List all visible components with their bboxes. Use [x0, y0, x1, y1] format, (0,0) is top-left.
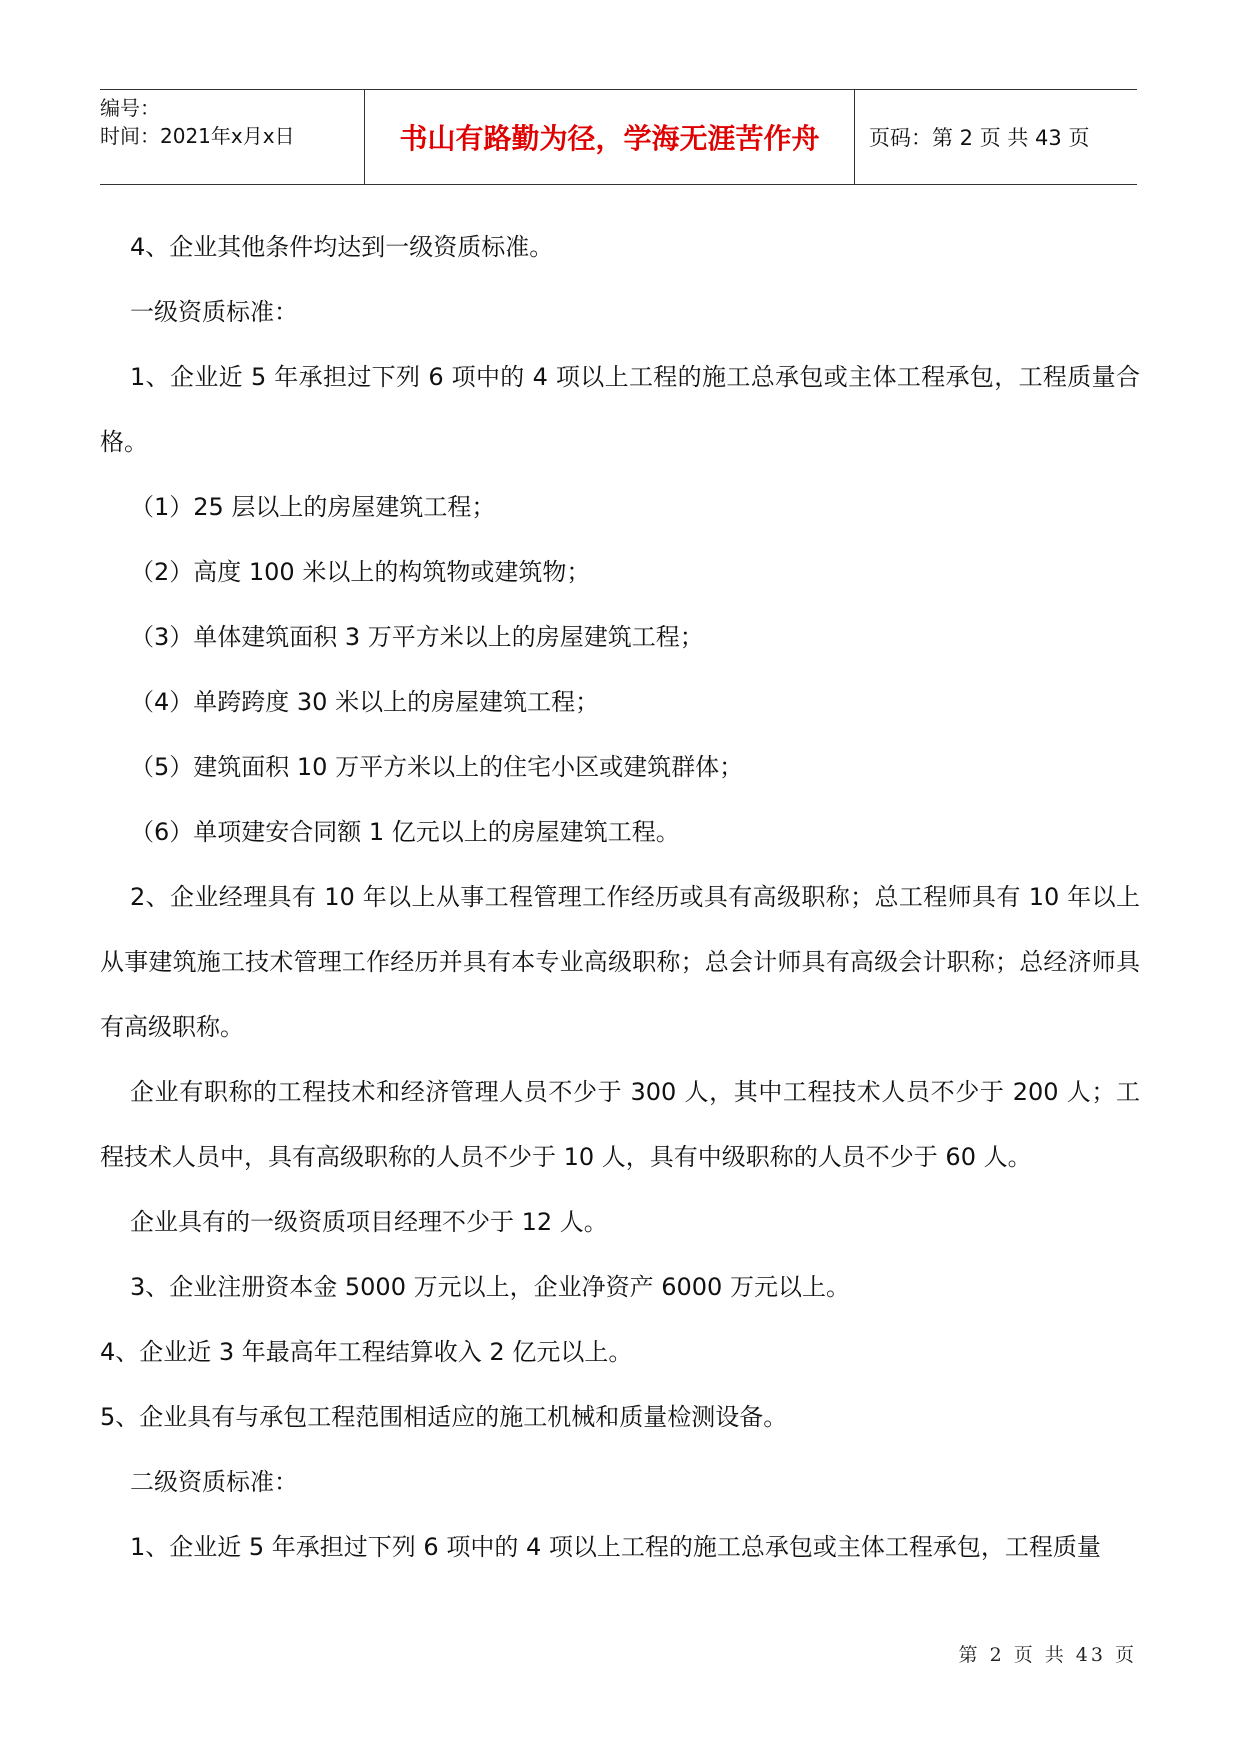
list-item: （5）建筑面积 10 万平方米以上的住宅小区或建筑群体；: [130, 753, 744, 781]
paragraph: 企业具有的一级资质项目经理不少于 12 人。: [130, 1208, 608, 1236]
paragraph: 1、企业近 5 年承担过下列 6 项中的 4 项以上工程的施工总承包或主体工程承包，工程质量: [130, 1533, 1101, 1561]
section-heading: 二级资质标准：: [130, 1468, 298, 1496]
header-page-info: 页码：第 2 页 共 43 页: [869, 126, 1090, 150]
paragraph: 3、企业注册资本金 5000 万元以上，企业净资产 6000 万元以上。: [130, 1273, 850, 1301]
list-item: （4）单跨跨度 30 米以上的房屋建筑工程；: [130, 688, 600, 716]
header-meta: [100, 90, 365, 184]
page-footer: 第 2 页 共 43 页: [958, 1644, 1137, 1666]
header-motto: 书山有路勤为径，学海无涯苦作舟: [399, 122, 820, 155]
list-item: （2）高度 100 米以上的构筑物或建筑物；: [130, 558, 591, 586]
paragraph: 1、企业近 5 年承担过下列 6 项中的 4 项以上工程的施工总承包或主体工程承包，工程质量合格。: [100, 363, 1140, 456]
number-label: 编号：: [100, 96, 160, 120]
paragraph: 4、企业其他条件均达到一级资质标准。: [130, 233, 554, 261]
header-motto-cell: [365, 90, 855, 184]
time-label: 时间：2021年x月x日: [100, 124, 295, 148]
paragraph: 企业有职称的工程技术和经济管理人员不少于 300 人，其中工程技术人员不少于 200 人；工程技术人员中，具有高级职称的人员不少于 10 人，具有中级职称的人员不少于 60 人。: [100, 1078, 1140, 1171]
list-item: （1）25 层以上的房屋建筑工程；: [130, 493, 496, 521]
paragraph: 5、企业具有与承包工程范围相适应的施工机械和质量检测设备。: [100, 1403, 788, 1431]
list-item: （3）单体建筑面积 3 万平方米以上的房屋建筑工程；: [130, 623, 704, 651]
section-heading: 一级资质标准：: [130, 298, 298, 326]
document-body: [100, 215, 1140, 1580]
paragraph: 2、企业经理具有 10 年以上从事工程管理工作经历或具有高级职称；总工程师具有 10 年以上从事建筑施工技术管理工作经历并具有本专业高级职称；总会计师具有高级会计职称；总经济师具有高级职称。: [100, 883, 1140, 1041]
list-item: （6）单项建安合同额 1 亿元以上的房屋建筑工程。: [130, 818, 680, 846]
paragraph: 4、企业近 3 年最高年工程结算收入 2 亿元以上。: [100, 1338, 633, 1366]
page-header: [100, 89, 1137, 185]
